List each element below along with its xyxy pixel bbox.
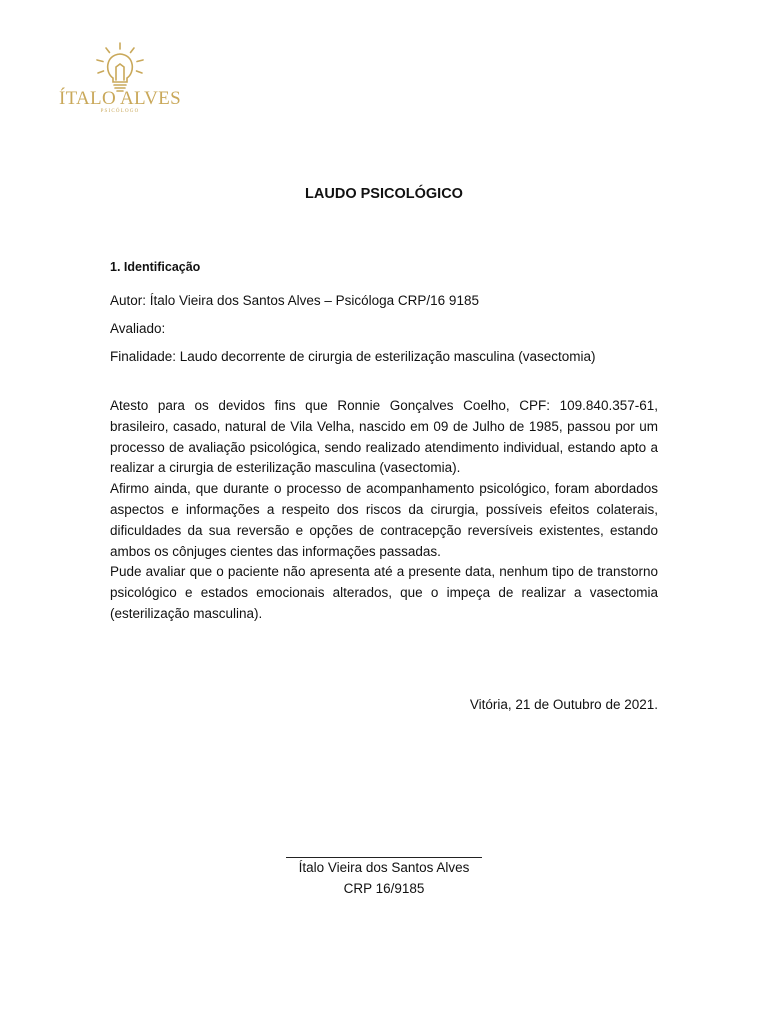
report-body	[110, 396, 658, 625]
section-heading: 1. Identificação	[110, 260, 201, 274]
document-title: LAUDO PSICOLÓGICO	[305, 186, 463, 202]
author-line: Autor: Ítalo Vieira dos Santos Alves – Psicóloga CRP/16 9185	[110, 293, 479, 308]
paragraph: Afirmo ainda, que durante o processo de acompanhamento psicológico, foram abordados aspectos e informações a respeito dos riscos da cirurgia, possíveis efeitos colaterais, dificuldades da sua reversão e opções de contracepção reversíveis existentes, estando ambos os cônjuges cientes das informações passadas.	[110, 481, 658, 559]
paragraph: Pude avaliar que o paciente não apresenta até a presente data, nenhum tipo de transtorno psicológico e estados emocionais alterados, que o impeça de realizar a vasectomia (esterilização masculina).	[110, 564, 658, 621]
signature-name: Ítalo Vieira dos Santos Alves	[298, 860, 470, 875]
date-line: Vitória, 21 de Outubro de 2021.	[469, 697, 658, 712]
signature-line	[286, 857, 482, 858]
paragraph: Atesto para os devidos fins que Ronnie Gonçalves Coelho, CPF: 109.840.357-61, brasileiro, casado, natural de Vila Velha, nascido em 09 de Julho de 1985, passou por um processo de avaliação psicológica, sendo realizado atendimento individual, estando apto a realizar a cirurgia de esterilização masculina (vasectomia).	[110, 398, 658, 476]
logo-name: ÍTALO ALVES	[59, 88, 181, 109]
signature-crp: CRP 16/9185	[343, 881, 425, 896]
evaluated-line: Avaliado:	[110, 321, 166, 336]
lightbulb-icon	[92, 40, 148, 94]
purpose-line: Finalidade: Laudo decorrente de cirurgia de esterilização masculina (vasectomia)	[110, 349, 596, 364]
logo	[58, 40, 182, 118]
logo-subtitle: PSICÓLOGO	[100, 109, 140, 114]
